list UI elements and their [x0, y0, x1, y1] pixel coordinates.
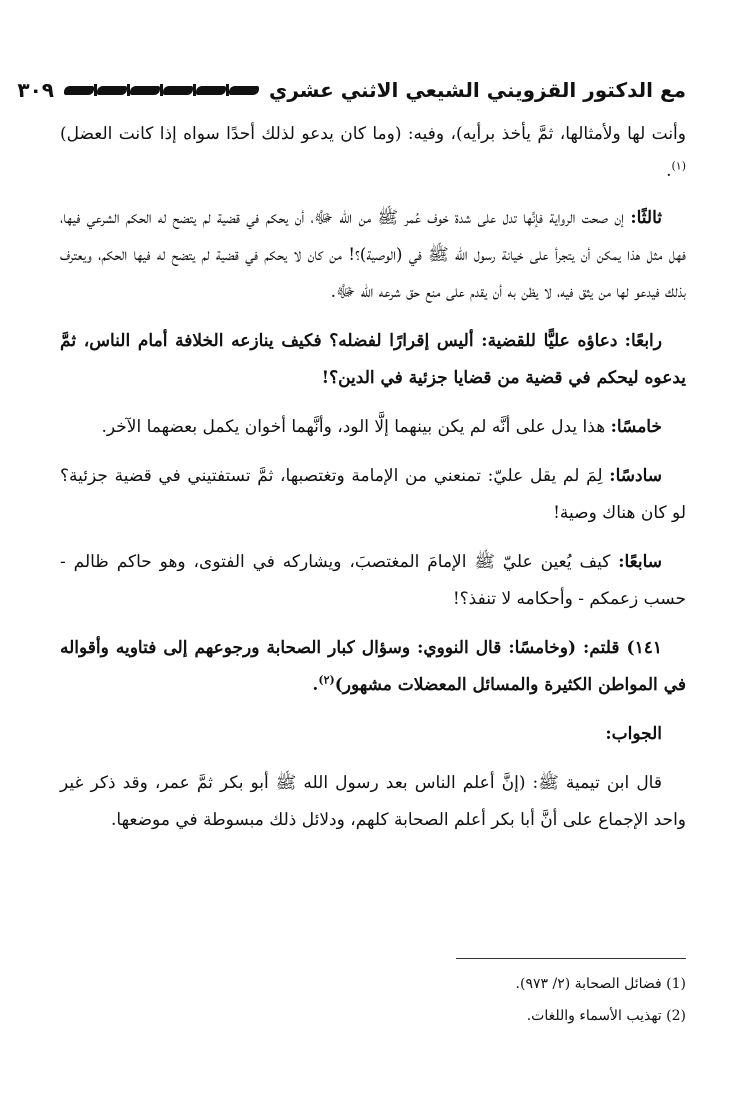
paragraph-claim-141 — [60, 630, 686, 704]
paragraph-fourth — [60, 323, 686, 397]
paragraph-lead: سادسًا: — [609, 466, 662, 486]
paragraph-text: إن صحت الرواية فإنَّها تدل على شدة خوف عُمر ﷺ من الله ﷻ، أن يحكم في قضية لم يتضح له الحكم الشرعي فيها، فهل مثل هذا يمكن أن يتجرأ على خيانة رسول الله ﷺ في (الوصية)؟! من كان لا يحكم في قضية لم يتضح له فيها الحكم، ويعترف بذلك فيدعو لها من يثق فيه، لا يظن به أن يقدم على منع حق شرعه الله ﷻ. — [60, 208, 686, 302]
paragraph-lead: سابعًا: — [618, 552, 662, 572]
header-ornament — [64, 83, 259, 97]
paragraph-third — [60, 200, 686, 311]
page-number: ٣٠٩ — [17, 78, 54, 102]
paragraph-text: كيف يُعين عليّ ﷺ الإمامَ المغتصبَ، ويشاركه في الفتوى، وهو حاكم ظالم - حسب زعمكم - وأحكامه لا تنفذ؟! — [60, 552, 686, 609]
paragraph-sixth — [60, 458, 686, 532]
paragraph-text: وأنت لها ولأمثالها، ثمَّ يأخذ برأيه)، وفيه: (وما كان يدعو لذلك أحدًا سواه إذا كانت العضل) — [60, 124, 686, 144]
footnote-ref-2: (٢) — [318, 673, 335, 687]
paragraph-text: دعاؤه عليًّا للقضية: أليس إقرارًا لفضله؟ فكيف ينازعه الخلافة أمام الناس، ثمَّ يدعوه ليحكم في قضية من قضايا جزئية في الدين؟! — [60, 331, 686, 388]
footnote-2: (2) تهذيب الأسماء واللغات. — [526, 1008, 686, 1024]
footnote-divider — [456, 958, 686, 959]
header-title: مع الدكتور القزويني الشيعي الاثني عشري — [268, 78, 686, 102]
paragraph-lead: رابعًا: — [624, 331, 662, 351]
paragraph-text: هذا يدل على أنَّه لم يكن بينهما إلَّا الود، وأنَّهما أخوان يكمل بعضهما الآخر. — [101, 417, 606, 437]
footnote-1: (1) فضائل الصحابة (٢/ ٩٧٣). — [515, 976, 686, 992]
paragraph-text: قال ابن تيمية ﷺ: (إنَّ أعلم الناس بعد رسول الله ﷺ أبو بكر ثمَّ عمر، وقد ذكر غير واحد الإجماع على أنَّ أبا بكر أعلم الصحابة كلهم، ودلائل ذلك مبسوطة في موضعها. — [60, 773, 686, 830]
answer-heading: الجواب: — [605, 724, 662, 744]
paragraph-seventh — [60, 544, 686, 618]
paragraph-text: لِمَ لم يقل عليّ: تمنعني من الإمامة وتغتصبها، ثمَّ تستفتيني في قضية جزئية؟ لو كان هناك وصية! — [60, 466, 686, 523]
running-header — [17, 70, 686, 110]
main-text — [60, 116, 686, 851]
paragraph-tail: . — [312, 675, 319, 695]
footnotes — [60, 968, 686, 1032]
paragraph-lead: خامسًا: — [610, 417, 662, 437]
paragraph-fifth — [60, 409, 686, 446]
paragraph-lead: ثالثًا: — [630, 208, 662, 228]
paragraph-answer — [60, 765, 686, 839]
paragraph-continued — [60, 116, 686, 190]
paragraph-tail: . — [666, 161, 672, 181]
paragraph-text: ١٤١) قلتم: (وخامسًا: قال النووي: وسؤال كبار الصحابة ورجوعهم إلى فتاويه وأقواله في المواطن الكثيرة والمسائل المعضلات مشهور) — [60, 638, 686, 695]
footnote-ref-1: (١) — [671, 159, 686, 173]
